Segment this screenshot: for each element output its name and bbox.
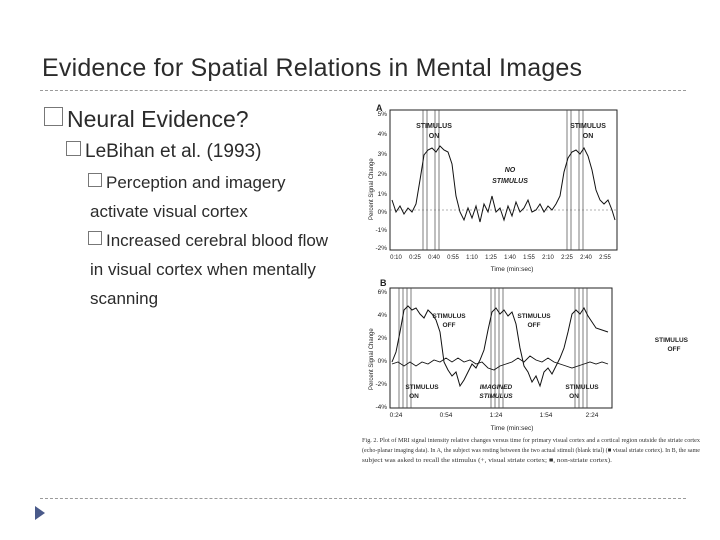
stimulus-band <box>432 110 440 250</box>
bullet-level2: LeBihan et al. (1993) <box>66 141 261 163</box>
y-tick: 3% <box>377 151 387 158</box>
svg-text:(echo-planar imaging data). In: (echo-planar imaging data). In A, the subject was resting between the two actual stimuli (blank trial) (■ visual striate cortex). In B, the same <box>362 447 701 454</box>
y-tick: -2% <box>375 381 387 388</box>
svg-text:STIMULUS: STIMULUS <box>432 313 466 320</box>
panel-a <box>369 103 617 273</box>
x-axis-label: Time (min:sec) <box>490 425 534 432</box>
bullet-level3-continuation: scanning <box>90 289 159 308</box>
bullet-level3: Perception and imagery <box>88 173 286 193</box>
figure-caption <box>362 437 701 464</box>
footer-divider <box>40 498 686 499</box>
svg-text:Fig. 2. Plot of MRI signal int: Fig. 2. Plot of MRI signal intensity relative changes versus time for primary visual cortex and a cortical region outside the striate cortex <box>362 437 701 444</box>
x-tick: 0:40 <box>428 255 440 261</box>
y-tick: 4% <box>377 131 387 138</box>
y-tick-labels <box>375 111 387 252</box>
x-tick-labels <box>390 412 599 419</box>
x-tick-labels <box>390 255 611 261</box>
slide-title: Evidence for Spatial Relations in Mental Images <box>42 54 583 82</box>
x-tick: 0:10 <box>390 255 402 261</box>
x-tick: 1:24 <box>489 412 503 419</box>
y-axis-label: Percent Signal Change <box>369 158 375 220</box>
bullet-level1: Neural Evidence? <box>44 106 249 133</box>
svg-text:STIMULUS: STIMULUS <box>565 384 599 391</box>
svg-text:STIMULUS: STIMULUS <box>570 123 606 130</box>
x-tick: 2:10 <box>542 255 554 261</box>
svg-text:STIMULUS: STIMULUS <box>517 313 551 320</box>
x-tick: 1:40 <box>504 255 516 261</box>
svg-text:NO: NO <box>504 167 516 174</box>
svg-text:STIMULUS: STIMULUS <box>405 384 439 391</box>
annotation-stimulus-off-1 <box>432 313 466 329</box>
y-tick: 1% <box>377 191 387 198</box>
y-tick: -2% <box>375 245 387 252</box>
stimulus-band <box>577 110 585 250</box>
x-tick: 1:55 <box>523 255 535 261</box>
y-tick: 0% <box>377 358 387 365</box>
x-tick: 0:24 <box>389 412 403 419</box>
svg-text:STIMULUS: STIMULUS <box>416 123 452 130</box>
x-tick: 2:25 <box>561 255 573 261</box>
panel-letter: A <box>376 103 383 113</box>
annotation-no-stimulus <box>492 167 528 185</box>
x-tick: 2:40 <box>580 255 592 261</box>
y-tick: 2% <box>377 171 387 178</box>
annotation-stimulus-on-right <box>570 123 606 140</box>
title-divider <box>40 90 686 91</box>
x-tick: 0:54 <box>439 412 453 419</box>
svg-text:OFF: OFF <box>442 322 456 329</box>
bullet-level3-continuation: activate visual cortex <box>90 202 248 221</box>
annotation-stimulus-off-2 <box>517 313 551 329</box>
y-tick: -4% <box>375 404 387 411</box>
square-bullet-icon <box>66 141 81 156</box>
nav-arrow-icon[interactable] <box>34 505 46 521</box>
x-tick: 1:54 <box>539 412 553 419</box>
y-tick-labels <box>375 289 387 411</box>
x-tick: 1:10 <box>466 255 478 261</box>
square-bullet-icon <box>88 231 102 245</box>
y-tick: -1% <box>375 227 387 234</box>
y-tick: 4% <box>377 312 387 319</box>
svg-text:OFF: OFF <box>527 322 541 329</box>
svg-text:ON: ON <box>582 133 594 140</box>
x-tick: 2:24 <box>585 412 599 419</box>
svg-text:IMAGINED: IMAGINED <box>479 384 513 391</box>
svg-text:STIMULUS: STIMULUS <box>479 393 513 400</box>
annotation-stimulus-off-3 <box>655 337 689 353</box>
fmri-figure <box>362 100 702 472</box>
svg-text:STIMULUS: STIMULUS <box>492 178 528 185</box>
y-tick: 0% <box>377 209 387 216</box>
square-bullet-icon <box>88 173 102 187</box>
y-axis-label: Percent Signal Change <box>369 328 375 390</box>
stimulus-band <box>422 110 430 250</box>
x-tick: 0:55 <box>447 255 459 261</box>
x-tick: 1:25 <box>485 255 497 261</box>
svg-text:OFF: OFF <box>667 346 681 353</box>
x-axis-label: Time (min:sec) <box>490 266 534 273</box>
svg-text:subject was asked to recall th: subject was asked to recall the stimulus (+, visual striate cortex; ■, non-striate cortex). <box>362 457 613 464</box>
stimulus-band <box>566 110 574 250</box>
x-tick: 0:25 <box>409 255 421 261</box>
svg-text:STIMULUS: STIMULUS <box>654 337 688 344</box>
bullet-level3-continuation: in visual cortex when mentally <box>90 260 316 279</box>
panel-b <box>369 278 689 432</box>
y-tick: 5% <box>377 111 387 118</box>
x-tick: 2:55 <box>599 255 611 261</box>
square-bullet-icon <box>44 107 63 126</box>
panel-letter: B <box>380 278 387 288</box>
svg-text:ON: ON <box>428 133 440 140</box>
y-tick: 2% <box>377 335 387 342</box>
y-tick: 6% <box>377 289 387 296</box>
svg-text:ON: ON <box>409 393 419 400</box>
bullet-level3: Increased cerebral blood flow <box>88 231 328 251</box>
svg-text:ON: ON <box>569 393 579 400</box>
